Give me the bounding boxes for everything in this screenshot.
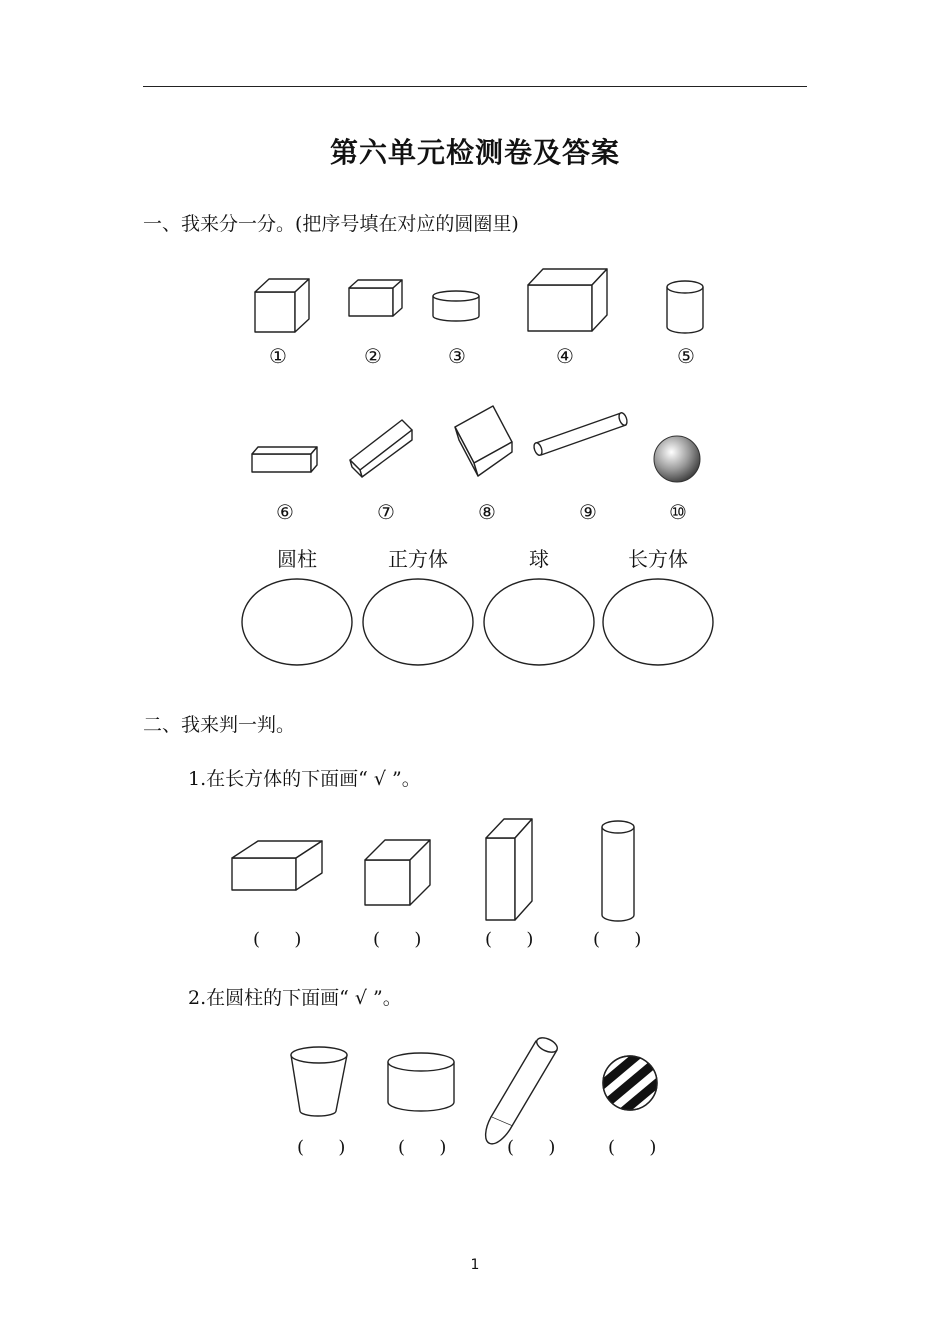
shape-5-cylinder	[667, 281, 703, 333]
answer-bracket[interactable]: ( )	[485, 929, 534, 950]
answer-oval-sphere	[484, 579, 594, 665]
answer-bracket[interactable]: ( )	[398, 1137, 447, 1158]
shape-number: ⑧	[478, 500, 496, 524]
q1-shape-2-cube	[365, 840, 430, 905]
shape-10-sphere	[654, 436, 700, 482]
page-number: 1	[470, 1257, 480, 1273]
question-1: 1.在长方体的下面画“ √ ”。	[188, 768, 421, 790]
answer-bracket[interactable]: ( )	[297, 1137, 346, 1158]
answer-oval-cylinder	[242, 579, 352, 665]
shape-number: ⑦	[377, 500, 395, 524]
answer-bracket[interactable]: ( )	[608, 1137, 657, 1158]
q1-shape-1-cuboid	[232, 841, 322, 890]
q2-shape-4-striped-ball	[575, 1022, 683, 1126]
question-2: 2.在圆柱的下面画“ √ ”。	[188, 987, 402, 1009]
shape-number: ②	[364, 344, 382, 368]
shape-number: ⑨	[579, 500, 597, 524]
shape-6-cuboid	[252, 447, 317, 472]
shape-number: ④	[556, 344, 574, 368]
category-label-cube: 正方体	[388, 547, 448, 571]
category-label-cuboid: 长方体	[628, 547, 688, 571]
shape-number: ⑩	[669, 500, 687, 524]
answer-oval-cuboid	[603, 579, 713, 665]
shape-4-cuboid	[528, 269, 607, 331]
section2-heading: 二、我来判一判。	[143, 714, 296, 736]
shape-9-rod	[532, 412, 628, 457]
shape-number: ③	[448, 344, 466, 368]
page-title: 第六单元检测卷及答案	[329, 136, 620, 169]
shape-1-cube	[255, 279, 309, 332]
shape-8-cube	[455, 406, 512, 476]
answer-bracket[interactable]: ( )	[507, 1137, 556, 1158]
section1-heading: 一、我来分一分。(把序号填在对应的圆圈里)	[143, 213, 519, 235]
answer-bracket[interactable]: ( )	[373, 929, 422, 950]
shape-number: ①	[269, 344, 287, 368]
shape-2-cuboid	[349, 280, 402, 316]
q2-shape-2-cylinder	[388, 1053, 454, 1111]
q1-shape-3-cuboid-tall	[486, 819, 532, 920]
shape-number: ⑥	[276, 500, 294, 524]
category-label-sphere: 球	[529, 547, 549, 571]
category-label-cylinder: 圆柱	[277, 547, 317, 571]
shape-3-cylinder	[433, 291, 479, 321]
q2-shape-3-cylinder-tilted	[486, 1035, 560, 1144]
shape-7-cuboid	[350, 420, 412, 477]
answer-bracket[interactable]: ( )	[593, 929, 642, 950]
shape-number: ⑤	[677, 344, 695, 368]
q2-shape-1-cup	[291, 1047, 347, 1116]
answer-bracket[interactable]: ( )	[253, 929, 302, 950]
answer-oval-cube	[363, 579, 473, 665]
q1-shape-4-cylinder	[602, 821, 634, 921]
